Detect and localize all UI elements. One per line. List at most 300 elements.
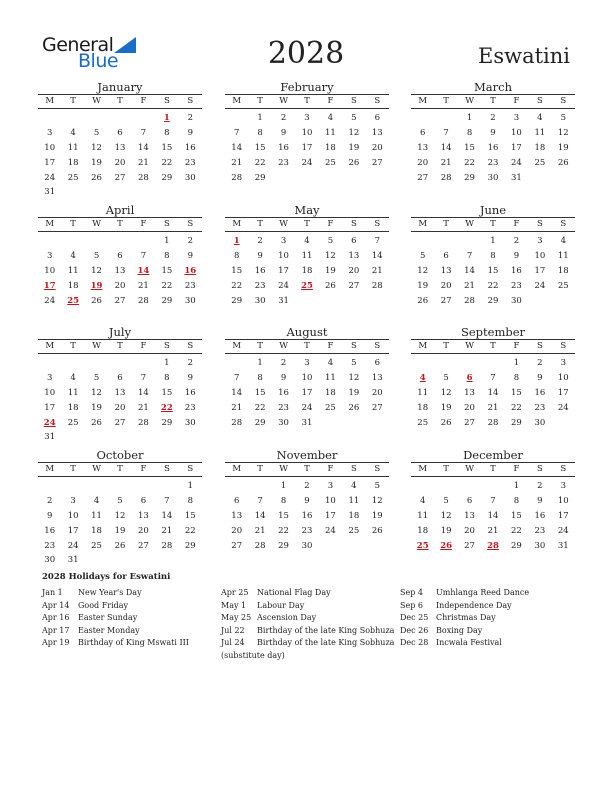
day-cell: 15 <box>161 142 173 153</box>
day-cell: 12 <box>325 251 336 262</box>
weekday-label: T <box>490 219 496 229</box>
holiday-date: Jul 24 <box>221 638 245 647</box>
weekday-label: T <box>304 341 310 351</box>
weekday-label: T <box>490 464 496 474</box>
day-cell: 31 <box>44 187 56 198</box>
day-cell: 3 <box>47 373 53 384</box>
day-cell: 17 <box>301 387 313 398</box>
day-cell: 13 <box>231 510 243 521</box>
day-cell: 4 <box>70 373 76 384</box>
day-cell: 17 <box>557 510 569 521</box>
day-cell: 27 <box>464 417 475 428</box>
weekday-label: S <box>374 219 381 229</box>
weekday-label: T <box>490 341 496 351</box>
day-cell: 10 <box>534 251 546 262</box>
day-cell: 27 <box>138 540 149 551</box>
holidays-title: 2028 Holidays for Eswatini <box>42 572 171 582</box>
day-cell: 1 <box>257 113 263 124</box>
day-cell: 5 <box>327 236 334 247</box>
holiday-day-cell: 25 <box>301 280 313 291</box>
weekday-label: T <box>70 96 76 106</box>
holiday-day-cell: 19 <box>90 280 103 291</box>
day-cell: 18 <box>557 265 569 276</box>
day-cell: 29 <box>511 540 522 551</box>
holiday-day-cell: 25 <box>416 540 429 551</box>
day-cell: 16 <box>301 510 313 521</box>
day-cell: 6 <box>374 358 380 369</box>
day-cell: 23 <box>278 402 289 413</box>
day-cell: 10 <box>301 373 313 384</box>
day-cell: 17 <box>278 265 289 276</box>
day-cell: 21 <box>464 280 475 291</box>
day-cell: 23 <box>184 402 196 413</box>
day-cell: 15 <box>511 510 522 521</box>
weekday-label: T <box>70 219 76 229</box>
day-cell: 16 <box>278 387 289 398</box>
weekday-header <box>411 94 575 109</box>
day-cell: 13 <box>138 510 149 521</box>
day-cell: 22 <box>184 525 196 536</box>
holiday-name: (substitute day) <box>221 650 285 660</box>
weekday-header <box>38 94 202 109</box>
day-cell: 14 <box>440 142 452 153</box>
weekday-header <box>411 462 575 477</box>
weekday-label: S <box>536 341 543 351</box>
day-cell: 3 <box>327 481 334 492</box>
month-title: November <box>276 448 338 462</box>
day-cell: 19 <box>440 525 452 536</box>
holiday-name: Birthday of the late King Sobhuza <box>257 638 395 647</box>
day-cell: 26 <box>91 172 102 183</box>
day-cell: 11 <box>557 251 569 262</box>
weekday-label: F <box>513 341 520 351</box>
day-cell: 12 <box>417 265 429 276</box>
weekday-label: F <box>513 219 520 229</box>
month-january <box>38 80 202 200</box>
day-cell: 11 <box>67 142 79 153</box>
weekday-header <box>38 462 202 477</box>
day-cell: 23 <box>44 540 56 551</box>
day-cell: 12 <box>440 387 452 398</box>
day-cell: 14 <box>464 265 475 276</box>
day-cell: 7 <box>257 496 263 507</box>
day-cell: 18 <box>91 525 102 536</box>
day-cell: 8 <box>280 496 287 507</box>
weekday-label: M <box>418 341 428 351</box>
day-cell: 28 <box>138 295 149 306</box>
day-cell: 13 <box>440 265 452 276</box>
day-cell: 21 <box>138 402 149 413</box>
weekday-label: W <box>465 341 474 351</box>
day-cell: 22 <box>278 525 289 536</box>
day-cell: 16 <box>278 142 289 153</box>
day-cell: 2 <box>187 358 193 369</box>
day-cell: 28 <box>464 295 475 306</box>
day-cell: 20 <box>348 265 360 276</box>
day-cell: 27 <box>371 402 383 413</box>
day-cell: 12 <box>440 510 452 521</box>
day-cell: 29 <box>184 540 196 551</box>
holiday-name: Christmas Day <box>436 613 496 622</box>
day-grid <box>38 356 202 445</box>
day-cell: 10 <box>44 142 56 153</box>
day-cell: 4 <box>560 236 566 247</box>
day-cell: 5 <box>93 251 100 262</box>
weekday-label: T <box>117 219 123 229</box>
day-cell: 2 <box>537 358 543 369</box>
day-cell: 19 <box>91 157 102 168</box>
day-cell: 21 <box>487 402 499 413</box>
day-cell: 8 <box>513 373 520 384</box>
day-cell: 1 <box>164 358 170 369</box>
day-grid <box>225 479 389 553</box>
day-cell: 29 <box>487 295 499 306</box>
weekday-label: M <box>418 464 428 474</box>
day-cell: 10 <box>325 496 336 507</box>
day-cell: 16 <box>184 387 196 398</box>
weekday-label: F <box>140 464 147 474</box>
holiday-name: Independence Day <box>436 600 512 610</box>
day-cell: 21 <box>231 402 243 413</box>
day-cell: 29 <box>161 295 173 306</box>
day-cell: 15 <box>254 142 266 153</box>
holiday-row <box>221 625 394 638</box>
day-cell: 13 <box>114 142 126 153</box>
day-cell: 6 <box>466 496 473 507</box>
day-cell: 5 <box>351 358 357 369</box>
holiday-day-cell: 25 <box>67 295 80 306</box>
day-cell: 7 <box>140 251 147 262</box>
day-cell: 20 <box>440 280 452 291</box>
day-cell: 20 <box>114 280 126 291</box>
weekday-header <box>411 339 575 354</box>
day-cell: 6 <box>117 128 123 139</box>
day-cell: 13 <box>114 387 126 398</box>
day-cell: 1 <box>466 113 473 124</box>
weekday-label: S <box>350 341 357 351</box>
weekday-label: S <box>560 464 567 474</box>
day-cell: 28 <box>138 417 149 428</box>
day-cell: 27 <box>371 157 383 168</box>
day-cell: 5 <box>443 496 449 507</box>
day-cell: 26 <box>91 417 102 428</box>
day-cell: 2 <box>490 113 496 124</box>
weekday-label: T <box>443 464 449 474</box>
day-cell: 4 <box>537 113 543 124</box>
day-cell: 26 <box>440 417 452 428</box>
day-cell: 14 <box>487 510 499 521</box>
weekday-label: S <box>350 464 357 474</box>
day-cell: 6 <box>420 128 426 139</box>
day-cell: 7 <box>374 236 380 247</box>
day-cell: 8 <box>164 251 170 262</box>
day-cell: 19 <box>91 402 102 413</box>
day-cell: 13 <box>348 251 360 262</box>
logo-text-general: General <box>42 34 114 56</box>
day-cell: 19 <box>371 510 383 521</box>
day-cell: 6 <box>140 496 147 507</box>
day-cell: 7 <box>490 373 496 384</box>
day-cell: 28 <box>161 540 173 551</box>
day-cell: 15 <box>161 265 173 276</box>
day-grid <box>411 356 575 430</box>
holiday-day-cell: 6 <box>466 373 473 384</box>
day-cell: 29 <box>464 172 475 183</box>
day-cell: 4 <box>304 236 310 247</box>
day-cell: 21 <box>254 525 266 536</box>
day-cell: 25 <box>557 280 569 291</box>
day-cell: 30 <box>254 295 266 306</box>
day-cell: 8 <box>466 128 473 139</box>
day-cell: 1 <box>164 236 170 247</box>
month-march <box>411 80 575 185</box>
weekday-label: W <box>279 464 288 474</box>
holiday-row <box>400 625 529 638</box>
holiday-day-cell: 16 <box>184 265 197 276</box>
weekday-label: F <box>327 219 334 229</box>
day-cell: 9 <box>187 128 193 139</box>
weekday-label: S <box>536 219 543 229</box>
holiday-date: Jan 1 <box>42 588 63 597</box>
day-cell: 20 <box>114 157 126 168</box>
day-cell: 3 <box>70 496 76 507</box>
month-title: February <box>280 80 334 94</box>
day-cell: 2 <box>187 236 193 247</box>
day-cell: 10 <box>557 496 569 507</box>
weekday-label: F <box>327 464 334 474</box>
day-cell: 24 <box>301 157 313 168</box>
day-cell: 16 <box>254 265 266 276</box>
holiday-name: Labour Day <box>257 600 305 610</box>
weekday-label: T <box>443 341 449 351</box>
day-cell: 29 <box>278 540 289 551</box>
day-cell: 25 <box>325 402 336 413</box>
day-cell: 11 <box>534 128 546 139</box>
day-cell: 25 <box>325 157 336 168</box>
day-cell: 19 <box>440 402 452 413</box>
day-cell: 16 <box>534 510 546 521</box>
month-february <box>225 80 389 185</box>
day-cell: 6 <box>117 373 123 384</box>
day-cell: 4 <box>327 358 334 369</box>
day-grid <box>38 234 202 308</box>
day-cell: 27 <box>114 172 126 183</box>
day-cell: 25 <box>348 525 360 536</box>
day-cell: 23 <box>184 280 196 291</box>
weekday-label: M <box>232 341 242 351</box>
holiday-row <box>221 600 394 613</box>
holiday-column <box>221 587 394 662</box>
day-cell: 31 <box>278 295 289 306</box>
day-cell: 21 <box>138 280 149 291</box>
weekday-label: S <box>560 341 567 351</box>
day-grid <box>225 234 389 308</box>
day-cell: 30 <box>184 417 196 428</box>
weekday-label: W <box>279 341 288 351</box>
holiday-date: Dec 26 <box>400 625 429 635</box>
day-cell: 7 <box>466 251 473 262</box>
month-october <box>38 448 202 568</box>
day-cell: 4 <box>327 113 334 124</box>
holiday-date: May 1 <box>221 600 247 610</box>
day-cell: 9 <box>187 251 193 262</box>
weekday-header <box>225 94 389 109</box>
day-cell: 18 <box>325 387 336 398</box>
weekday-label: S <box>350 96 357 106</box>
day-cell: 27 <box>231 540 243 551</box>
day-cell: 26 <box>348 402 360 413</box>
day-cell: 9 <box>280 373 287 384</box>
page-year-title: 2028 <box>267 36 345 71</box>
day-cell: 12 <box>91 142 102 153</box>
day-cell: 26 <box>557 157 569 168</box>
holiday-column <box>400 587 529 650</box>
day-cell: 20 <box>114 402 126 413</box>
day-cell: 19 <box>325 265 336 276</box>
holiday-name: Umhlanga Reed Dance <box>436 588 530 597</box>
weekday-label: W <box>465 219 474 229</box>
weekday-label: T <box>257 341 263 351</box>
day-cell: 22 <box>231 280 243 291</box>
weekday-label: T <box>117 341 123 351</box>
day-cell: 18 <box>301 265 313 276</box>
day-cell: 4 <box>70 128 76 139</box>
day-cell: 25 <box>534 157 546 168</box>
day-cell: 31 <box>67 555 79 566</box>
day-cell: 22 <box>254 402 266 413</box>
day-cell: 5 <box>443 373 449 384</box>
holiday-day-cell: 28 <box>487 540 499 551</box>
day-cell: 7 <box>140 128 147 139</box>
weekday-label: M <box>232 96 242 106</box>
day-cell: 9 <box>47 510 53 521</box>
day-cell: 23 <box>534 525 546 536</box>
day-cell: 8 <box>187 496 193 507</box>
day-cell: 17 <box>301 142 313 153</box>
month-april <box>38 203 202 308</box>
day-grid <box>411 479 575 553</box>
day-cell: 19 <box>348 387 360 398</box>
day-cell: 12 <box>348 128 360 139</box>
day-cell: 17 <box>511 142 522 153</box>
day-cell: 6 <box>374 113 380 124</box>
weekday-header <box>38 339 202 354</box>
weekday-label: T <box>257 219 263 229</box>
day-cell: 10 <box>44 265 56 276</box>
day-cell: 13 <box>371 128 383 139</box>
month-title: January <box>97 80 143 94</box>
day-cell: 8 <box>490 251 496 262</box>
holiday-day-cell: 17 <box>43 280 56 291</box>
holiday-date: Sep 6 <box>400 600 423 610</box>
holiday-date: Apr 19 <box>42 638 70 647</box>
weekday-label: F <box>513 464 520 474</box>
day-cell: 3 <box>304 358 310 369</box>
day-cell: 13 <box>371 373 383 384</box>
day-cell: 3 <box>47 251 53 262</box>
weekday-label: S <box>536 464 543 474</box>
day-cell: 5 <box>374 481 380 492</box>
day-cell: 16 <box>487 142 499 153</box>
day-cell: 14 <box>161 510 173 521</box>
day-cell: 17 <box>44 402 56 413</box>
holiday-day-cell: 14 <box>137 265 150 276</box>
weekday-label: T <box>117 464 123 474</box>
weekday-header <box>225 339 389 354</box>
day-cell: 16 <box>534 387 546 398</box>
holiday-day-cell: 22 <box>160 402 173 413</box>
day-cell: 10 <box>67 510 79 521</box>
month-may <box>225 203 389 308</box>
day-cell: 18 <box>67 157 79 168</box>
holiday-name: Good Friday <box>78 600 129 610</box>
day-cell: 28 <box>440 172 452 183</box>
day-cell: 25 <box>67 417 79 428</box>
day-cell: 31 <box>301 417 313 428</box>
day-cell: 24 <box>278 280 289 291</box>
day-cell: 24 <box>534 280 546 291</box>
weekday-label: T <box>490 96 496 106</box>
weekday-label: W <box>92 219 101 229</box>
weekday-label: M <box>418 219 428 229</box>
holiday-date: Apr 25 <box>221 588 249 597</box>
day-cell: 21 <box>371 265 383 276</box>
month-title: October <box>96 448 144 462</box>
day-cell: 11 <box>325 128 336 139</box>
weekday-label: M <box>232 464 242 474</box>
weekday-label: T <box>443 96 449 106</box>
weekday-label: S <box>187 341 194 351</box>
holiday-date: Jul 22 <box>221 625 245 635</box>
weekday-label: S <box>187 96 194 106</box>
day-cell: 15 <box>487 265 499 276</box>
month-title: August <box>286 325 328 339</box>
country-title: Eswatini <box>478 44 570 68</box>
weekday-label: T <box>117 96 123 106</box>
day-cell: 22 <box>511 402 522 413</box>
day-cell: 23 <box>301 525 313 536</box>
day-cell: 16 <box>44 525 56 536</box>
day-cell: 21 <box>161 525 173 536</box>
weekday-label: M <box>45 464 55 474</box>
weekday-label: F <box>140 219 147 229</box>
day-cell: 19 <box>417 280 429 291</box>
day-cell: 28 <box>231 172 243 183</box>
weekday-label: W <box>279 96 288 106</box>
day-cell: 9 <box>513 251 520 262</box>
holiday-day-cell: 24 <box>43 417 56 428</box>
day-cell: 20 <box>371 142 383 153</box>
holiday-row <box>400 587 529 600</box>
day-cell: 22 <box>464 157 475 168</box>
holiday-row <box>221 612 394 625</box>
day-cell: 9 <box>490 128 496 139</box>
weekday-label: W <box>92 96 101 106</box>
day-cell: 11 <box>417 510 429 521</box>
day-cell: 10 <box>557 373 569 384</box>
day-cell: 1 <box>513 358 520 369</box>
day-cell: 7 <box>164 496 170 507</box>
day-cell: 7 <box>234 373 240 384</box>
holiday-row <box>400 600 529 613</box>
day-cell: 31 <box>511 172 522 183</box>
day-cell: 10 <box>511 128 522 139</box>
day-cell: 14 <box>231 142 243 153</box>
day-cell: 11 <box>301 251 313 262</box>
holiday-row <box>400 612 529 625</box>
day-cell: 23 <box>278 157 289 168</box>
day-cell: 5 <box>560 113 566 124</box>
